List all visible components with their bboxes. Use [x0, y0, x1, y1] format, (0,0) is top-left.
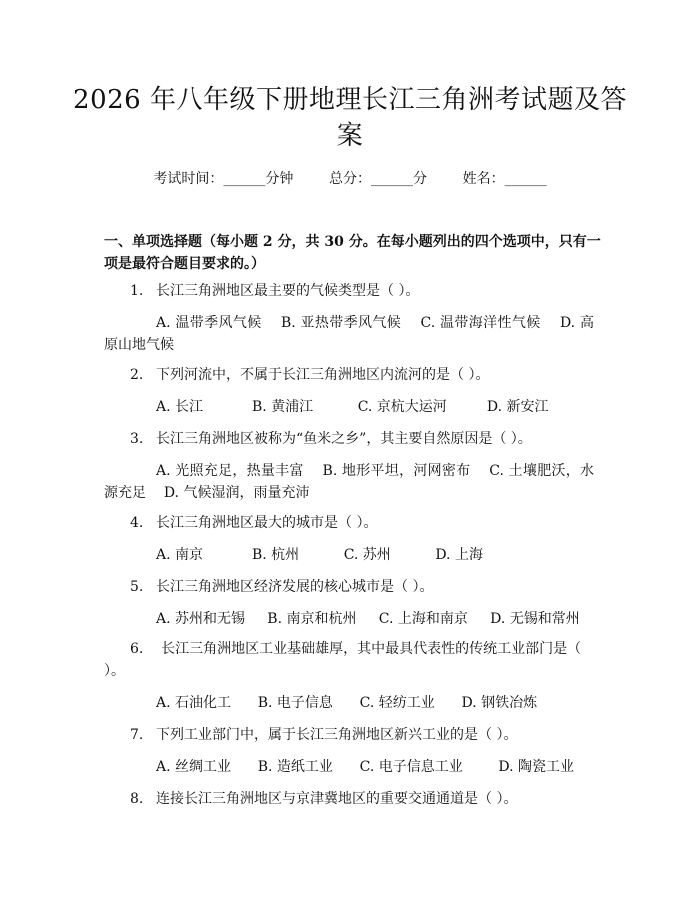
- question-2: 2. 下列河流中，不属于长江三角洲地区内流河的是（ ）。: [130, 367, 490, 383]
- exam-time-field: 考试时间：______分钟: [153, 171, 294, 187]
- option: B. 亚热带季风气候: [280, 315, 402, 331]
- question-5: 5. 长江三角洲地区经济发展的核心城市是（ ）。: [130, 579, 434, 595]
- question-1: 1. 长江三角洲地区最主要的气候类型是（ ）。: [130, 283, 420, 299]
- question-5-options: [104, 608, 594, 630]
- option: D. 上海: [435, 547, 483, 563]
- question-3: 3. 长江三角洲地区被称为“鱼米之乡”，其主要自然原因是（ ）。: [130, 431, 532, 447]
- question-2-options: [104, 396, 594, 418]
- question-7-options: [104, 756, 594, 778]
- option: C. 苏州: [343, 547, 391, 563]
- option: D. 气候湿润，雨量充沛: [163, 485, 310, 501]
- exam-info-line: [0, 168, 700, 188]
- option: C. 轻纺工业: [359, 695, 435, 711]
- option: C. 温带海洋性气候: [420, 315, 541, 331]
- question-8: 8. 连接长江三角洲地区与京津冀地区的重要交通通道是（ ）。: [130, 791, 518, 807]
- option: D. 高原山地气候: [104, 315, 594, 353]
- option: D. 钢铁冶炼: [461, 695, 538, 711]
- student-name-field: 姓名：______: [462, 171, 547, 187]
- option: C. 上海和南京: [378, 611, 468, 627]
- option: A. 丝绸工业: [156, 759, 232, 775]
- option: A. 长江: [156, 399, 204, 415]
- option: A. 光照充足，热量丰富: [156, 463, 304, 479]
- option: A. 苏州和无锡: [156, 611, 246, 627]
- option: D. 无锡和常州: [490, 611, 580, 627]
- option: A. 温带季风气候: [156, 315, 262, 331]
- option: B. 造纸工业: [257, 759, 333, 775]
- question-4: 4. 长江三角洲地区最大的城市是（ ）。: [130, 515, 378, 531]
- option: B. 杭州: [251, 547, 300, 563]
- option: C. 电子信息工业: [359, 759, 463, 775]
- question-6-options: [104, 692, 594, 714]
- option: A. 南京: [156, 547, 204, 563]
- question-3-options: [104, 460, 594, 504]
- option: C. 土壤肥沃，水源充足: [104, 463, 594, 501]
- question-7: 7. 下列工业部门中，属于长江三角洲地区新兴工业的是（ ）。: [130, 727, 518, 743]
- option: A. 石油化工: [156, 695, 232, 711]
- question-4-options: [104, 544, 594, 566]
- option: B. 南京和杭州: [267, 611, 357, 627]
- option: B. 地形平坦，河网密布: [322, 463, 471, 479]
- option: B. 黄浦江: [251, 399, 314, 415]
- section-heading: 一、单项选择题（每小题 2 分，共 30 分。在每小题列出的四个选项中，只有一项是最符合题目要求的。）: [104, 234, 601, 272]
- option: C. 京杭大运河: [357, 399, 447, 415]
- question-1-options: [104, 312, 594, 356]
- question-6: 6. 长江三角洲地区工业基础雄厚，其中最具代表性的传统工业部门是（ ）。: [104, 641, 582, 679]
- option: B. 电子信息: [257, 695, 333, 711]
- option: D. 陶瓷工业: [498, 759, 574, 775]
- page-title: 2026 年八年级下册地理长江三角洲考试题及答案: [73, 85, 627, 151]
- option: D. 新安江: [486, 399, 549, 415]
- total-score-field: 总分：______分: [329, 171, 427, 187]
